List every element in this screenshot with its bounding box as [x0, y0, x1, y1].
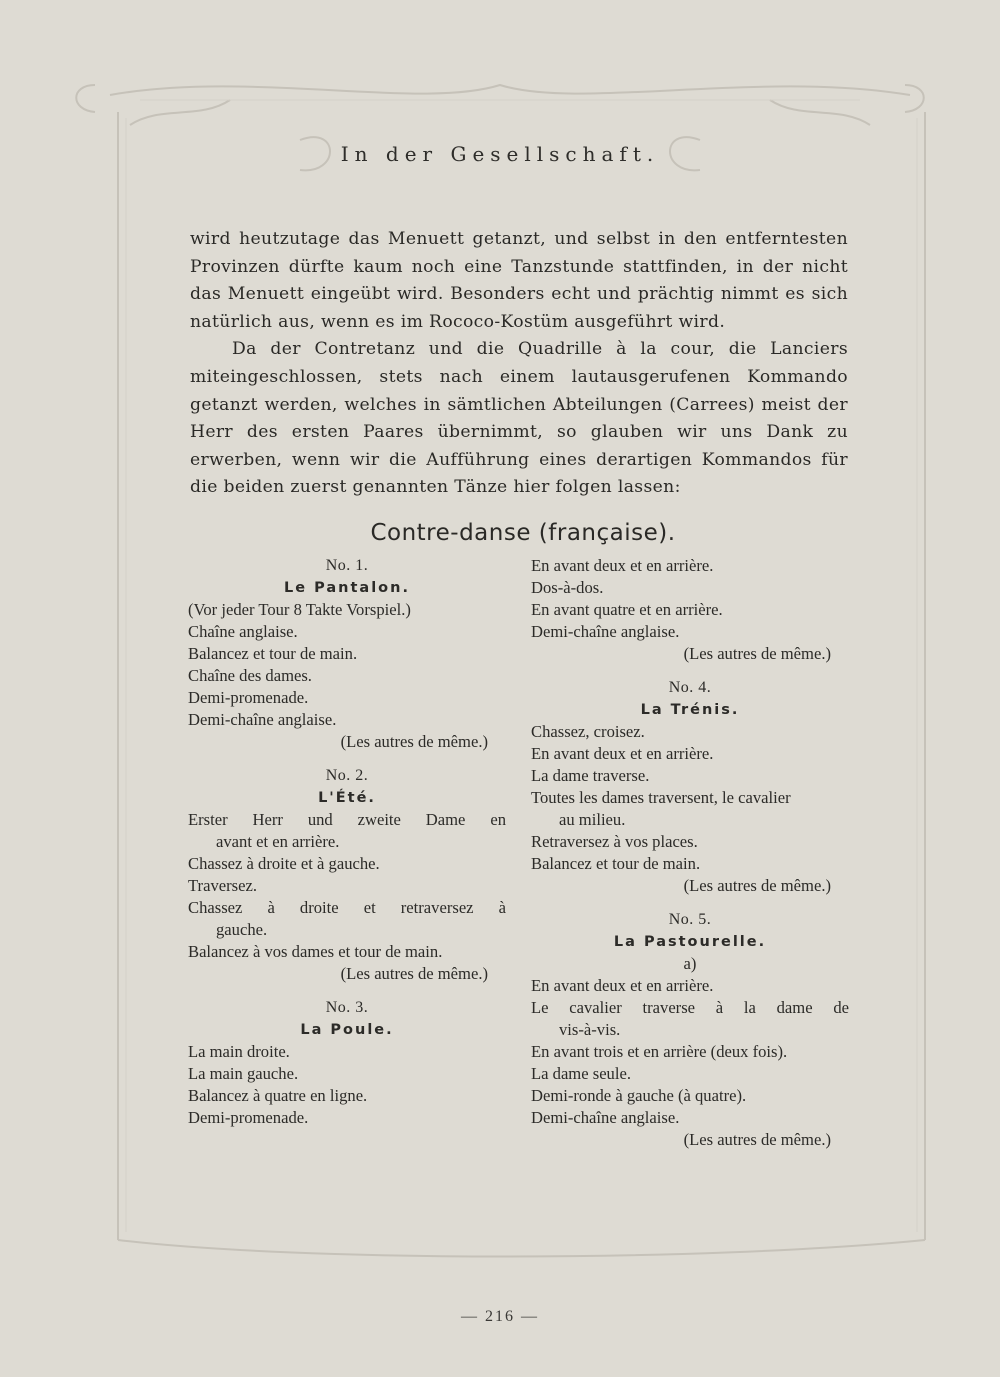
command-line: Balancez à quatre en ligne.: [188, 1086, 368, 1105]
command-line: Demi-chaîne anglaise.: [531, 1108, 680, 1127]
part-label: a): [683, 954, 697, 973]
same-note: (Les autres de même.): [340, 964, 488, 983]
figure-number: No. 4.: [668, 679, 712, 696]
left-column: [188, 555, 506, 1129]
figure-number: No. 2.: [325, 767, 369, 784]
same-note: (Les autres de même.): [683, 876, 831, 895]
command-line: En avant deux et en arrière.: [531, 744, 714, 763]
figure-title: La Pastourelle.: [613, 934, 767, 950]
command-line: Le cavalier traverse à la dame de: [531, 998, 849, 1017]
command-line: En avant deux et en arrière.: [531, 976, 714, 995]
command-line: Chassez à droite et retraversez à: [188, 898, 506, 917]
section-title: Contre-danse (française).: [370, 520, 676, 546]
figure-title: Le Pantalon.: [284, 580, 410, 596]
command-line: Toutes les dames traversent, le cavalier: [531, 788, 791, 807]
command-line: Balancez à vos dames et tour de main.: [188, 942, 443, 961]
command-line: Demi-promenade.: [188, 688, 309, 707]
command-line: La dame traverse.: [531, 766, 650, 785]
command-line: En avant deux et en arrière.: [531, 556, 714, 575]
running-head: In der Gesellschaft.: [340, 142, 660, 166]
right-column: [531, 555, 849, 1151]
intro-paragraph-2: Da der Contretanz und die Quadrille à la cour, die Lanciers miteingeschlossen, stets nach einem lautausgerufenen Kommando getanzt werden, welches in sämtlichen Abteilungen (Carrees) meist der Herr des ersten Paares übernimmt, so glauben wir uns Dank zu erwerben, wenn wir die Aufführung eines derartigen Kommandos für die beiden zuerst genannten Tänze hier folgen lassen:: [190, 339, 848, 498]
command-line: Demi-ronde à gauche (à quatre).: [531, 1086, 747, 1105]
command-line: En avant quatre et en arrière.: [531, 600, 723, 619]
figure-number: No. 1.: [325, 557, 369, 574]
command-line-continued: au milieu.: [559, 810, 626, 829]
page-number: — 216 —: [461, 1308, 539, 1325]
command-line: Retraversez à vos places.: [531, 832, 698, 851]
figure-title: L'Été.: [318, 790, 376, 806]
figure-title: La Poule.: [300, 1022, 394, 1038]
command-line: Demi-chaîne anglaise.: [531, 622, 680, 641]
figure-number: No. 3.: [325, 999, 369, 1016]
command-line-continued: gauche.: [216, 920, 268, 939]
command-line-continued: vis-à-vis.: [559, 1020, 621, 1039]
command-line: La main gauche.: [188, 1064, 299, 1083]
command-line: Demi-promenade.: [188, 1108, 309, 1127]
same-note: (Les autres de même.): [340, 732, 488, 751]
command-line: Chaîne anglaise.: [188, 622, 298, 641]
figure-title: La Trénis.: [640, 702, 740, 718]
command-line: Balancez et tour de main.: [531, 854, 701, 873]
command-line: Erster Herr und zweite Dame en: [188, 810, 506, 829]
command-line: Chaîne des dames.: [188, 666, 312, 685]
command-line: Chassez, croisez.: [531, 722, 645, 741]
same-note: (Les autres de même.): [683, 1130, 831, 1149]
command-line: En avant trois et en arrière (deux fois).: [531, 1042, 788, 1061]
command-line: La main droite.: [188, 1042, 290, 1061]
command-line: Chassez à droite et à gauche.: [188, 854, 380, 873]
command-line: La dame seule.: [531, 1064, 631, 1083]
figure-number: No. 5.: [668, 911, 712, 928]
command-line: Demi-chaîne anglaise.: [188, 710, 337, 729]
intro-paragraph-1: wird heutzutage das Menuett getanzt, und selbst in den entferntesten Provinzen dürfte kaum noch eine Tanzstunde stattfinden, in der nicht das Menuett eingeübt wird. Besonders echt und prächtig nimmt es sich natürlich aus, wenn es im Rococo-Kostüm ausgeführt wird.: [190, 229, 848, 332]
command-line-continued: avant et en arrière.: [216, 832, 340, 851]
command-line: Balancez et tour de main.: [188, 644, 358, 663]
command-line: Traversez.: [188, 876, 257, 895]
intro-text: [190, 226, 848, 502]
same-note: (Les autres de même.): [683, 644, 831, 663]
prelude-note: (Vor jeder Tour 8 Takte Vorspiel.): [188, 600, 411, 619]
command-line: Dos-à-dos.: [531, 578, 604, 597]
